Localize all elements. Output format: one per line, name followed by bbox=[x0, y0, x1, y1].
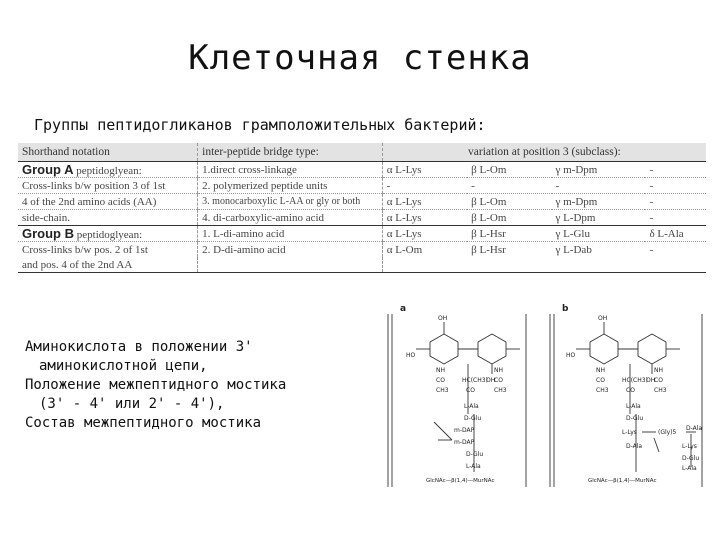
table-cell: γ L-Dab bbox=[552, 242, 646, 258]
chem-label: CO bbox=[596, 377, 605, 384]
slide-subtitle: Группы пептидогликанов грамположительных бактерий: bbox=[34, 116, 486, 134]
note-line: Положение межпептидного мостика bbox=[25, 377, 287, 393]
table-cell: β L-Hsr bbox=[467, 242, 551, 258]
chem-label: NH bbox=[436, 367, 445, 374]
table-cell: - bbox=[645, 162, 706, 178]
group-b-desc-line: Cross-links b/w pos. 2 of 1st bbox=[18, 242, 198, 258]
group-a-title: Group A peptidoglyean: bbox=[18, 162, 198, 178]
chem-label: D-Glu bbox=[682, 455, 700, 462]
table-row bbox=[18, 226, 706, 242]
table-cell: β L-Om bbox=[467, 162, 551, 178]
chem-label: D-Ala bbox=[686, 425, 703, 432]
table-cell: β L-Hsr bbox=[467, 226, 551, 242]
table-cell: 1.direct cross-linkage bbox=[198, 162, 383, 178]
table-cell: γ m-Dpm bbox=[552, 162, 646, 178]
table-cell: 4. di-carboxylic-amino acid bbox=[198, 210, 383, 226]
table-cell: α L-Om bbox=[382, 242, 467, 258]
chem-label: HC(CH3) bbox=[462, 377, 488, 384]
chem-label: OH bbox=[646, 377, 656, 384]
chem-label: CH3 bbox=[494, 387, 507, 394]
chem-label: m-DAP bbox=[454, 439, 475, 446]
glycan-chain-a: GlcNAc—β(1,4)—MurNAc bbox=[426, 478, 495, 484]
table-cell: 2. polymerized peptide units bbox=[198, 178, 383, 194]
chem-label: CO bbox=[654, 377, 663, 384]
chem-label: L-Lys bbox=[622, 429, 637, 436]
chem-label: D-Ala bbox=[626, 443, 643, 450]
table-cell: - bbox=[382, 178, 467, 194]
peptidoglycan-structure-figure bbox=[386, 302, 706, 494]
group-b-desc-line: and pos. 4 of the 2nd AA bbox=[18, 257, 198, 273]
table-cell: γ L-Glu bbox=[552, 226, 646, 242]
table-cell: β L-Om bbox=[467, 210, 551, 226]
table-cell: - bbox=[645, 210, 706, 226]
chem-label: D-Glu bbox=[626, 415, 644, 422]
table-row bbox=[18, 257, 706, 273]
table-row bbox=[18, 162, 706, 178]
chem-label: m-DAP bbox=[454, 427, 475, 434]
table-cell: γ L-Dpm bbox=[552, 210, 646, 226]
chem-label: OH bbox=[486, 377, 496, 384]
panel-a-label: a bbox=[400, 304, 407, 314]
structure-diagram bbox=[386, 302, 706, 494]
table-row bbox=[18, 178, 706, 194]
chem-label: OH bbox=[438, 315, 448, 322]
chem-label: (Gly)5 bbox=[658, 429, 677, 436]
chem-label: L-Lys bbox=[682, 443, 697, 450]
header-variation: variation at position 3 (subclass): bbox=[382, 143, 706, 162]
table-cell: 3. monocarboxylic L-AA or gly or both bbox=[198, 194, 383, 210]
chem-label: NH bbox=[494, 367, 503, 374]
panel-b-label: b bbox=[562, 304, 569, 314]
table-cell: α L-Lys bbox=[382, 210, 467, 226]
note-line: (3' - 4' или 2' - 4'), bbox=[39, 396, 225, 412]
chem-label: HO bbox=[566, 352, 576, 359]
table-cell: - bbox=[645, 178, 706, 194]
slide-title: Клеточная стенка bbox=[188, 38, 532, 78]
table-header-row bbox=[18, 143, 706, 162]
table-cell: - bbox=[552, 178, 646, 194]
note-line: Состав межпептидного мостика bbox=[25, 415, 262, 431]
group-b-title: Group B peptidoglyean: bbox=[18, 226, 198, 242]
chem-label: L-Ala bbox=[464, 403, 479, 410]
table-row bbox=[18, 210, 706, 226]
chem-label: HO bbox=[406, 352, 416, 359]
chem-label: CO bbox=[466, 387, 475, 394]
chem-label: CO bbox=[436, 377, 445, 384]
chem-label: CH3 bbox=[596, 387, 609, 394]
note-line: Аминокислота в положении 3' bbox=[25, 339, 253, 355]
chem-label: D-Glu bbox=[464, 415, 482, 422]
table-cell: α L-Lys bbox=[382, 162, 467, 178]
group-a-desc-line: Cross-links b/w position 3 of 1st bbox=[18, 178, 198, 194]
group-a-desc-line: 4 of the 2nd amino acids (AA) bbox=[18, 194, 198, 210]
glycan-chain-b: GlcNAc—β(1,4)—MurNAc bbox=[588, 478, 657, 484]
chem-label: L-Ala bbox=[682, 465, 697, 472]
chem-label: OH bbox=[598, 315, 608, 322]
table-cell: - bbox=[645, 242, 706, 258]
table-row bbox=[18, 242, 706, 258]
table-cell: - bbox=[467, 178, 551, 194]
header-bridge-type: inter-peptide bridge type: bbox=[198, 143, 383, 162]
chem-label: L-Ala bbox=[466, 463, 481, 470]
table-cell: - bbox=[645, 194, 706, 210]
table-cell: α L-Lys bbox=[382, 194, 467, 210]
table-cell: α L-Lys bbox=[382, 226, 467, 242]
chem-label: CO bbox=[494, 377, 503, 384]
chem-label: L-Ala bbox=[626, 403, 641, 410]
chem-label: CH3 bbox=[436, 387, 449, 394]
header-shorthand: Shorthand notation bbox=[18, 143, 198, 162]
chem-label: CH3 bbox=[654, 387, 667, 394]
table-row bbox=[18, 194, 706, 210]
table-cell: β L-Om bbox=[467, 194, 551, 210]
table-cell: 2. D-di-amino acid bbox=[198, 242, 383, 258]
table-cell: δ L-Ala bbox=[645, 226, 706, 242]
chem-label: D-Glu bbox=[466, 451, 484, 458]
chem-label: NH bbox=[654, 367, 663, 374]
chem-label: CO bbox=[626, 387, 635, 394]
table-cell: 1. L-di-amino acid bbox=[198, 226, 383, 242]
chem-label: HC(CH3) bbox=[622, 377, 648, 384]
group-a-desc-line: side-chain. bbox=[18, 210, 198, 226]
notes-block bbox=[25, 338, 385, 433]
table-cell: γ m-Dpm bbox=[552, 194, 646, 210]
chem-label: NH bbox=[596, 367, 605, 374]
note-line: аминокислотной цепи, bbox=[39, 358, 208, 374]
peptidoglycan-table bbox=[18, 143, 706, 295]
